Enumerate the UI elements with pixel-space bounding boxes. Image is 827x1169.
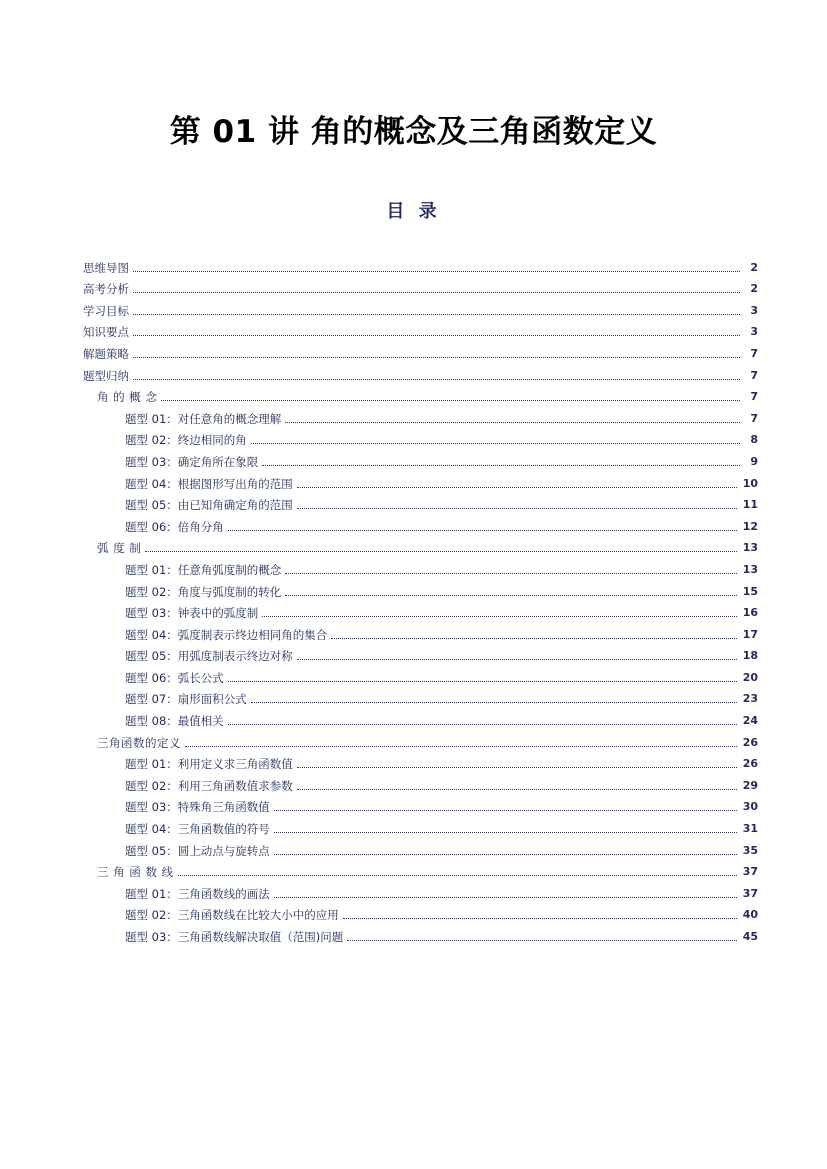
dot-leader — [297, 507, 737, 509]
toc-entry-label: 题型 08：最值相关 — [125, 714, 224, 729]
toc-entry-label: 题型 04：根据图形写出角的范围 — [125, 476, 293, 491]
toc-entry-page-number: 3 — [750, 303, 758, 317]
toc-entry-page-number: 7 — [750, 368, 758, 382]
table-of-contents — [83, 253, 758, 944]
toc-entry[interactable] — [83, 663, 758, 685]
toc-entry-page-number: 23 — [742, 692, 758, 706]
toc-entry-label: 题型 04：三角函数值的符号 — [125, 822, 270, 837]
toc-entry-page-number: 15 — [742, 584, 758, 598]
toc-entry-page-number: 11 — [742, 498, 758, 512]
dot-leader — [297, 788, 737, 790]
dot-leader — [297, 766, 737, 768]
toc-entry-label: 题型 02：终边相同的角 — [125, 433, 247, 448]
dot-leader — [133, 313, 740, 315]
toc-entry-page-number: 29 — [742, 778, 758, 792]
toc-entry[interactable] — [83, 296, 758, 318]
toc-entry[interactable] — [83, 858, 758, 880]
dot-leader — [145, 550, 736, 552]
dot-leader — [274, 896, 737, 898]
toc-entry[interactable] — [83, 447, 758, 469]
toc-entry-page-number: 31 — [742, 822, 758, 836]
toc-entry-page-number: 26 — [742, 735, 758, 749]
toc-entry-label: 题型 05：由已知角确定角的范围 — [125, 498, 293, 513]
toc-entry-page-number: 16 — [742, 606, 758, 620]
toc-entry[interactable] — [83, 642, 758, 664]
toc-entry[interactable] — [83, 512, 758, 534]
toc-entry[interactable] — [83, 771, 758, 793]
dot-leader — [285, 594, 736, 596]
dot-leader — [262, 464, 740, 466]
toc-entry-page-number: 9 — [750, 454, 758, 468]
dot-leader — [185, 745, 737, 747]
toc-entry[interactable] — [83, 318, 758, 340]
toc-entry[interactable] — [83, 426, 758, 448]
toc-entry[interactable] — [83, 534, 758, 556]
dot-leader — [133, 378, 740, 380]
toc-entry-label: 题型 07：扇形面积公式 — [125, 692, 247, 707]
toc-entry[interactable] — [83, 685, 758, 707]
toc-entry-label: 题型 03：确定角所在象限 — [125, 454, 259, 469]
toc-entry-label: 题型 02：角度与弧度制的转化 — [125, 584, 282, 599]
toc-entry-page-number: 40 — [742, 908, 758, 922]
dot-leader — [178, 874, 737, 876]
dot-leader — [251, 442, 740, 444]
dot-leader — [274, 809, 737, 811]
toc-entry-label: 学习目标 — [83, 303, 129, 318]
toc-entry-label: 弧 度 制 — [97, 541, 142, 556]
toc-entry[interactable] — [83, 361, 758, 383]
dot-leader — [262, 615, 736, 617]
toc-entry[interactable] — [83, 836, 758, 858]
toc-entry-label: 三角函数的定义 — [97, 735, 181, 750]
toc-entry-label: 知识要点 — [83, 325, 129, 340]
toc-entry-page-number: 30 — [742, 800, 758, 814]
toc-entry-label: 题型归纳 — [83, 368, 129, 383]
toc-heading: 目 录 — [386, 201, 441, 222]
toc-entry-label: 题型 06：弧长公式 — [125, 670, 224, 685]
document-title: 第 01 讲 角的概念及三角函数定义 — [169, 114, 658, 150]
toc-entry-page-number: 13 — [742, 541, 758, 555]
dot-leader — [274, 853, 737, 855]
toc-entry-label: 题型 06：倍角分角 — [125, 519, 224, 534]
dot-leader — [228, 680, 737, 682]
toc-entry[interactable] — [83, 901, 758, 923]
toc-entry-label: 思维导图 — [83, 260, 129, 275]
toc-entry[interactable] — [83, 577, 758, 599]
toc-entry-page-number: 13 — [742, 562, 758, 576]
toc-entry[interactable] — [83, 793, 758, 815]
toc-entry-label: 题型 04：弧度制表示终边相同角的集合 — [125, 627, 328, 642]
dot-leader — [133, 291, 740, 293]
toc-entry-label: 题型 05：圆上动点与旋转点 — [125, 843, 270, 858]
toc-entry-page-number: 37 — [742, 886, 758, 900]
dot-leader — [347, 939, 736, 941]
toc-entry[interactable] — [83, 706, 758, 728]
toc-entry[interactable] — [83, 599, 758, 621]
toc-entry-label: 高考分析 — [83, 282, 129, 297]
toc-entry-page-number: 7 — [750, 390, 758, 404]
dot-leader — [285, 572, 736, 574]
toc-entry[interactable] — [83, 555, 758, 577]
toc-entry-label: 题型 05：用弧度制表示终边对称 — [125, 649, 293, 664]
toc-entry-label: 解题策略 — [83, 346, 129, 361]
toc-entry-label: 题型 03：钟表中的弧度制 — [125, 606, 259, 621]
dot-leader — [251, 701, 737, 703]
toc-entry[interactable] — [83, 879, 758, 901]
toc-entry-page-number: 24 — [742, 714, 758, 728]
dot-leader — [133, 334, 740, 336]
toc-entry-page-number: 12 — [742, 519, 758, 533]
dot-leader — [228, 529, 737, 531]
toc-entry-page-number: 35 — [742, 843, 758, 857]
toc-entry-page-number: 2 — [750, 282, 758, 296]
toc-entry-label: 题型 02：利用三角函数值求参数 — [125, 778, 293, 793]
dot-leader — [297, 658, 737, 660]
toc-entry[interactable] — [83, 404, 758, 426]
dot-leader — [297, 486, 737, 488]
toc-entry-label: 题型 03：三角函数线解决取值（范围)问题 — [125, 930, 344, 944]
dot-leader — [331, 637, 736, 639]
toc-entry[interactable] — [83, 728, 758, 750]
toc-entry-page-number: 17 — [742, 627, 758, 641]
dot-leader — [274, 831, 737, 833]
toc-entry-page-number: 45 — [742, 930, 758, 943]
dot-leader — [133, 356, 740, 358]
toc-entry-page-number: 26 — [742, 757, 758, 771]
toc-entry-page-number: 20 — [742, 670, 758, 684]
toc-entry[interactable] — [83, 922, 758, 944]
toc-entry-page-number: 7 — [750, 346, 758, 360]
toc-entry-label: 题型 01：对任意角的概念理解 — [125, 411, 282, 426]
toc-entry-page-number: 8 — [750, 433, 758, 447]
toc-entry-label: 三 角 函 数 线 — [97, 865, 174, 880]
toc-entry[interactable] — [83, 814, 758, 836]
toc-entry-label: 题型 01：任意角弧度制的概念 — [125, 562, 282, 577]
toc-entry[interactable] — [83, 383, 758, 405]
toc-entry[interactable] — [83, 469, 758, 491]
toc-entry[interactable] — [83, 750, 758, 772]
dot-leader — [161, 399, 740, 401]
toc-entry-page-number: 7 — [750, 411, 758, 425]
toc-entry-label: 角 的 概 念 — [97, 390, 158, 405]
toc-entry[interactable] — [83, 275, 758, 297]
toc-entry[interactable] — [83, 253, 758, 275]
toc-entry-page-number: 37 — [742, 865, 758, 879]
toc-entry-label: 题型 01：利用定义求三角函数值 — [125, 757, 293, 772]
toc-entry[interactable] — [83, 491, 758, 513]
toc-entry-page-number: 3 — [750, 325, 758, 339]
dot-leader — [343, 917, 737, 919]
dot-leader — [285, 421, 740, 423]
toc-entry-label: 题型 02：三角函数线在比较大小中的应用 — [125, 908, 339, 923]
toc-entry-label: 题型 03：特殊角三角函数值 — [125, 800, 270, 815]
toc-entry-label: 题型 01：三角函数线的画法 — [125, 886, 270, 901]
toc-entry-page-number: 2 — [750, 260, 758, 274]
toc-entry[interactable] — [83, 339, 758, 361]
toc-entry[interactable] — [83, 620, 758, 642]
toc-entry-page-number: 18 — [742, 649, 758, 663]
toc-entry-page-number: 10 — [742, 476, 758, 490]
dot-leader — [133, 270, 740, 272]
dot-leader — [228, 723, 737, 725]
